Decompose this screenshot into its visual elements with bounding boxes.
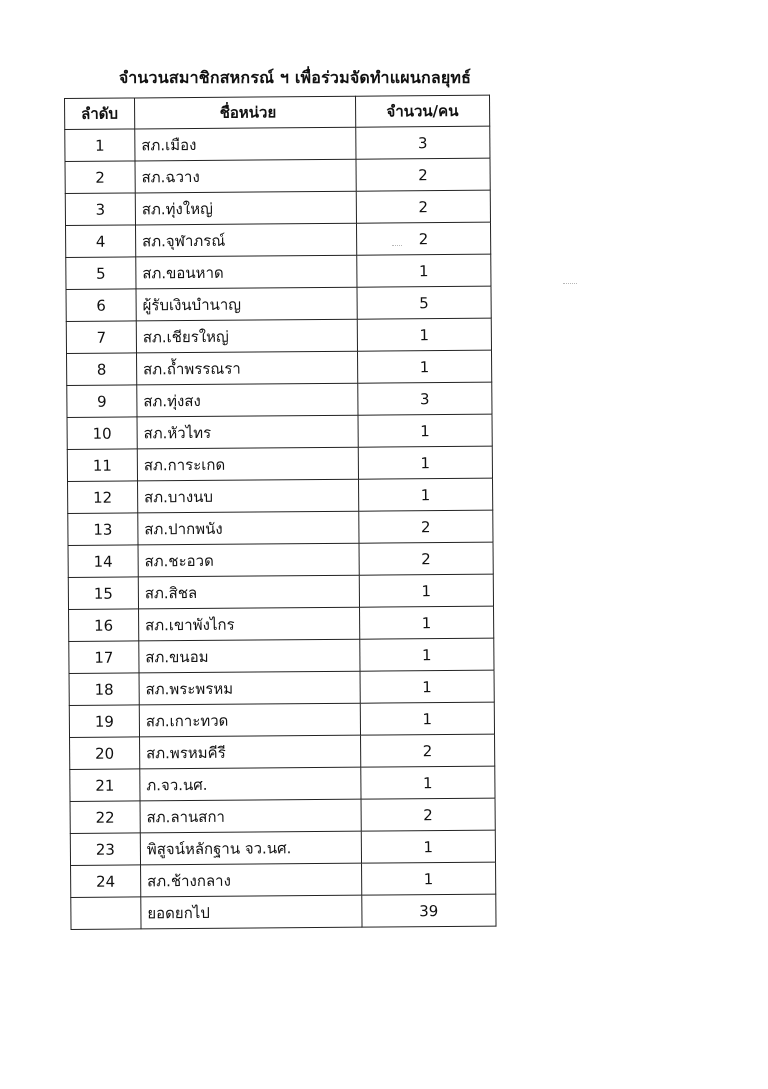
unit-name: สภ.สิชล (138, 575, 359, 609)
unit-name: สภ.พระพรหม (139, 671, 360, 705)
document-title: จำนวนสมาชิกสหกรณ์ ฯ เพื่อร่วมจัดทำแผนกลยุทธ์ (118, 68, 472, 87)
member-count: 1 (359, 606, 494, 639)
row-number: 17 (69, 641, 139, 674)
row-number: 12 (68, 481, 138, 514)
member-count: 1 (361, 830, 496, 863)
unit-name: สภ.หัวไทร (137, 415, 358, 449)
table-row (67, 350, 492, 385)
member-count: 1 (360, 670, 495, 703)
row-number: 19 (69, 705, 139, 738)
unit-name: พิสูจน์หลักฐาน จว.นศ. (140, 831, 361, 865)
row-number: 10 (67, 417, 137, 450)
member-count: 2 (356, 158, 491, 191)
member-count: 2 (356, 222, 491, 255)
table-row (66, 318, 491, 353)
row-number: 3 (65, 193, 135, 226)
table-row (67, 414, 492, 449)
table-row (70, 830, 495, 865)
table-row (68, 542, 493, 577)
member-count: 2 (361, 798, 496, 831)
table-row (69, 638, 494, 673)
unit-name: สภ.เชียรใหญ่ (136, 319, 357, 353)
row-number: 23 (70, 833, 140, 866)
row-number: 24 (71, 865, 141, 898)
row-number: 6 (66, 289, 136, 322)
row-number: 21 (70, 769, 140, 802)
unit-name: สภ.เขาพังไกร (138, 607, 359, 641)
table-row (70, 766, 495, 801)
member-count: 3 (355, 126, 490, 159)
unit-name: สภ.ถ้ำพรรณรา (136, 351, 357, 385)
table-row (68, 510, 493, 545)
row-number: 16 (69, 609, 139, 642)
member-count: 1 (359, 638, 494, 671)
table-header-row (65, 95, 490, 129)
row-number: 5 (66, 257, 136, 290)
footer-total: 39 (361, 894, 496, 927)
member-count: 1 (358, 414, 493, 447)
table-row (66, 222, 491, 257)
unit-name: สภ.จุฬาภรณ์ (135, 223, 356, 257)
unit-name: สภ.ช้างกลาง (140, 863, 361, 897)
member-count: 1 (357, 350, 492, 383)
table-body (65, 126, 496, 897)
unit-name: ภ.จว.นศ. (140, 767, 361, 801)
header-no: ลำดับ (65, 98, 135, 130)
member-count: 5 (357, 286, 492, 319)
unit-name: สภ.ขนอม (139, 639, 360, 673)
table-row (66, 286, 491, 321)
row-number: 18 (69, 673, 139, 706)
footer-label: ยอดยกไป (141, 895, 362, 929)
unit-name: สภ.การะเกด (137, 447, 358, 481)
table-row (65, 126, 490, 161)
row-number: 8 (67, 353, 137, 386)
unit-name: สภ.ชะอวด (138, 543, 359, 577)
unit-name: ผู้รับเงินบำนาญ (136, 287, 357, 321)
unit-name: สภ.ฉวาง (135, 159, 356, 193)
row-number: 20 (70, 737, 140, 770)
table-row (68, 478, 493, 513)
footer-no (71, 897, 141, 930)
unit-name: สภ.เมือง (135, 127, 356, 161)
row-number: 13 (68, 513, 138, 546)
member-count: 1 (358, 478, 493, 511)
unit-name: สภ.เกาะทวด (139, 703, 360, 737)
table-row (68, 574, 493, 609)
members-table (64, 95, 497, 930)
member-count: 1 (360, 766, 495, 799)
table-row (66, 254, 491, 289)
member-count: 2 (360, 734, 495, 767)
row-number: 9 (67, 385, 137, 418)
scan-speck (392, 245, 402, 249)
row-number: 1 (65, 129, 135, 162)
row-number: 15 (68, 577, 138, 610)
member-count: 1 (358, 446, 493, 479)
unit-name: สภ.พรหมคีรี (139, 735, 360, 769)
table-row (70, 734, 495, 769)
row-number: 2 (65, 161, 135, 194)
header-name: ชื่อหน่วย (134, 96, 355, 129)
table-row (65, 190, 490, 225)
header-qty: จำนวน/คน (355, 95, 490, 127)
row-number: 22 (70, 801, 140, 834)
table-row (67, 382, 492, 417)
member-count: 1 (360, 702, 495, 735)
table-row (71, 862, 496, 897)
member-count: 1 (357, 318, 492, 351)
table-footer-row (71, 894, 496, 929)
table-row (69, 670, 494, 705)
row-number: 4 (66, 225, 136, 258)
table-row (69, 606, 494, 641)
unit-name: สภ.บางนบ (137, 479, 358, 513)
table-row (69, 702, 494, 737)
member-count: 1 (361, 862, 496, 895)
unit-name: สภ.ทุ่งสง (137, 383, 358, 417)
unit-name: สภ.ปากพนัง (138, 511, 359, 545)
unit-name: สภ.ลานสกา (140, 799, 361, 833)
table-row (67, 446, 492, 481)
member-count: 2 (356, 190, 491, 223)
member-count: 2 (359, 542, 494, 575)
member-count: 1 (359, 574, 494, 607)
row-number: 14 (68, 545, 138, 578)
member-count: 3 (357, 382, 492, 415)
scan-speck (563, 283, 577, 287)
row-number: 7 (66, 321, 136, 354)
member-count: 2 (358, 510, 493, 543)
unit-name: สภ.ทุ่งใหญ่ (135, 191, 356, 225)
table-row (70, 798, 495, 833)
member-count: 1 (356, 254, 491, 287)
row-number: 11 (67, 449, 137, 482)
table-row (65, 158, 490, 193)
unit-name: สภ.ขอนหาด (136, 255, 357, 289)
